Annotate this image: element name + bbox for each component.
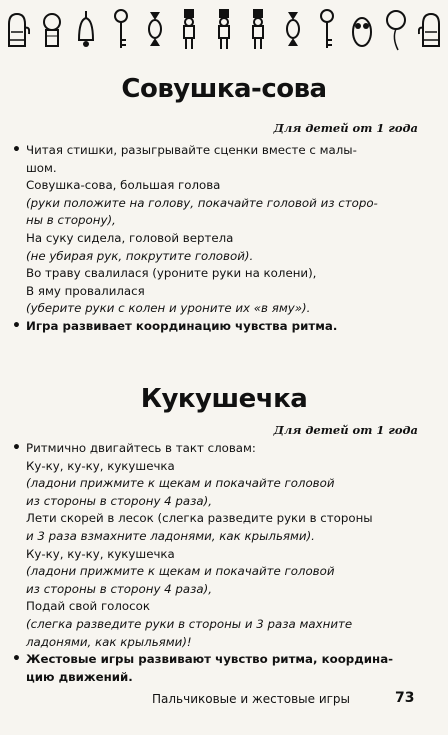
- bell-icon: [73, 6, 99, 52]
- text-line: цию движений.: [26, 669, 133, 684]
- poem-block-kukushechka: [12, 440, 422, 686]
- soldier-icon: [211, 6, 237, 52]
- toy-icon: [39, 6, 65, 52]
- age-label: Для детей от 1 года: [273, 121, 418, 135]
- page-footer: [0, 690, 448, 714]
- key-icon: [314, 6, 340, 52]
- text-line: Во траву свалилася (уроните руки на колени),: [26, 266, 317, 281]
- footer-section-name: Пальчиковые и жестовые игры: [152, 692, 351, 706]
- text-line: На суку сидела, головой вертела: [26, 230, 234, 245]
- poem-block-sovushka: [12, 142, 422, 336]
- balloon-icon: [383, 6, 409, 52]
- mitten-icon: [4, 6, 30, 52]
- key-icon: [108, 6, 134, 52]
- text-line: и 3 раза взмахните ладонями, как крыльями).: [26, 528, 315, 543]
- page-number: 73: [395, 690, 415, 706]
- text-line: из стороны в сторону 4 раза),: [26, 493, 213, 508]
- text-line: В яму провалилася: [26, 283, 145, 298]
- text-line: (руки положите на голову, покачайте головой из сторо-: [26, 195, 378, 210]
- text-line: (ладони прижмите к щекам и покачайте головой: [26, 564, 335, 579]
- soldier-icon: [176, 6, 202, 52]
- text-line: шом.: [26, 160, 57, 175]
- text-line: (слегка разведите руки в стороны и 3 раза махните: [26, 616, 353, 631]
- text-line: • Читая стишки, разыгрывайте сценки вместе с малы-: [12, 142, 422, 160]
- ornament-border: [0, 0, 448, 58]
- text-line: • Жестовые игры развивают чувство ритма, координа-: [12, 651, 422, 669]
- text-line: Ку-ку, ку-ку, кукушечка: [26, 458, 175, 473]
- text-line: • Ритмично двигайтесь в такт словам:: [12, 440, 422, 458]
- text-line: Совушка-сова, большая голова: [26, 178, 221, 193]
- text-line: Подай свой голосок: [26, 599, 150, 614]
- text-line: ны в сторону),: [26, 213, 116, 228]
- soldier-icon: [245, 6, 271, 52]
- text-line: • Игра развивает координацию чувства ритма.: [12, 318, 422, 336]
- text-line: (не убирая рук, покрутите головой).: [26, 248, 254, 263]
- text-line: (ладони прижмите к щекам и покачайте головой: [26, 476, 335, 491]
- age-label: Для детей от 1 года: [273, 423, 418, 437]
- text-line: из стороны в сторону 4 раза),: [26, 581, 213, 596]
- section-title-kukushechka: Кукушечка: [140, 384, 308, 414]
- text-line: (уберите руки с колен и уроните их «в яму»).: [26, 301, 311, 316]
- mitten-icon: [418, 6, 444, 52]
- text-line: ладонями, как крыльями)!: [26, 634, 192, 649]
- text-line: Лети скорей в лесок (слегка разведите руки в стороны: [26, 511, 373, 526]
- candy-icon: [142, 6, 168, 52]
- candy-icon: [280, 6, 306, 52]
- section-title-sovushka: Совушка-сова: [121, 74, 327, 104]
- owl-icon: [349, 6, 375, 52]
- text-line: Ку-ку, ку-ку, кукушечка: [26, 546, 175, 561]
